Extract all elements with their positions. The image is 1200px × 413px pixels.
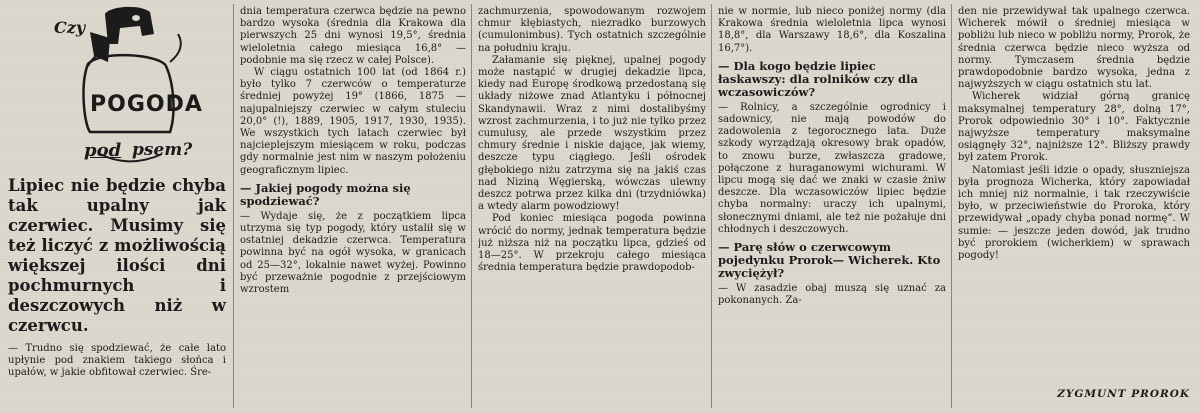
lead-paragraph: Lipiec nie będzie chyba tak upalny jak czerwiec. Musimy się też liczyć z możliwością większej ilości dni pochmurnych i deszczowych niż w czerwcu. (8, 176, 226, 335)
column-divider (233, 4, 234, 408)
author-signature: ZYGMUNT PROROK (1057, 388, 1190, 400)
paragraph: Wicherek widział górną granicę maksymalnej temperatury 28°, dolną 17°, Prorok odpowiednio 30° i 10°. Faktycznie najwyższe temperatury maksymalne osiągnęły 32°, najniższe 12°. Bliższy prawdy był zatem Prorok. (958, 91, 1190, 164)
column-3 (478, 6, 706, 408)
column-divider (711, 4, 712, 408)
paragraph: — Wydaje się, że z początkiem lipca utrzyma się typ pogody, który ustalił się w ostatniej dekadzie czerwca. Temperatura powinna być na ogół wysoka, w granicach od 25—32°, lokalnie nawet wyżej. Powinno być przeważnie pogodnie z przejściowym wzrostem (240, 210, 466, 296)
intro-paragraph: — Trudno się spodziewać, że całe lato upłynie pod znakiem takiego słońca i upałów, w jakie obfitował czerwiec. Śre- (8, 343, 226, 379)
paragraph: zachmurzenia, spowodowanym rozwojem chmur kłębiastych, niezradko burzowych (cumulonimbus). Tych ostatnich szczególnie na południu kraju. (478, 6, 706, 54)
logo-text-pod: pod (84, 140, 122, 161)
paragraph: — W zasadzie obaj muszą się uznać za pokonanych. Za- (718, 283, 946, 307)
paragraph: den nie przewidywał tak upalnego czerwca. Wicherek mówił o średniej miesiąca w pobliżu lub nieco w pobliżu normy, Prorok, że średnia czerwca będzie nieco wyższa od normy. Tymczasem średnia będzie prawdopodobnie bardzo wysoka, jedna z najwyższych w ciągu ostatnich stu lat. (958, 6, 1190, 91)
column-4 (718, 6, 946, 408)
paragraph: dnia temperatura czerwca będzie na pewno bardzo wysoka (średnia dla Krakowa dla pierwszych 25 dni wynosi 19,5°, średnia wieloletnia całego miesiąca 16,8° — podobnie ma się rzecz w całej Polsce). (240, 6, 466, 66)
logo-text-czy: Czy (54, 18, 86, 37)
dog-weather-logo (50, 4, 203, 174)
paragraph: W ciągu ostatnich 100 lat (od 1864 r.) było tylko 7 czerwców o temperaturze średniej powyżej 19° (1866, 1875 — najupalniejszy czerwiec w całym stuleciu 20,0° (!), 1889, 1905, 1917, 1930, 1935). We wszystkich tych latach czerwiec był najcieplejszym miesiącem w roku, podczas gdy normalnie jest nim w naszym położeniu geograficznym lipiec. (240, 67, 466, 176)
column-5 (958, 6, 1190, 408)
paragraph: — Rolnicy, a szczególnie ogrodnicy i sadownicy, nie mają powodów do zadowolenia z tegorocznego lata. Duże szkody wyrządzają okresowy brak opadów, to znowu burze, zwłaszcza gradowe, połączone z huraganowymi wichurami. W lipcu mogą się dać we znaki w czasie żniw deszcze. Dla wczasowiczów lipiec będzie chyba normalny: uraczy ich upalnymi, słonecznymi dniami, ale też nie pożałuje dni chłodnych i deszczowych. (718, 101, 946, 235)
subheading: — Parę słów o czerwcowym pojedynku Prorok— Wicherek. Kto zwyciężył? (718, 240, 941, 281)
paragraph: nie w normie, lub nieco poniżej normy (dla Krakowa średnia wieloletnia lipca wynosi 18,8°, dla Warszawy 18,6°, dla Koszalina 16,7°). (718, 6, 946, 54)
logo-text-pogoda: POGODA (90, 92, 203, 117)
paragraph: Pod koniec miesiąca pogoda powinna wrócić do normy, jednak temperatura będzie już niższa niż na początku lipca, gdzieś od 18—25°. W przekroju całego miesiąca średnia temperatura będzie prawdopodob- (478, 213, 706, 274)
paragraph: Natomiast jeśli idzie o opady, słuszniejsza była prognoza Wicherka, który zapowiadał ich mniej niż normalnie, i tak rzeczywiście było, w przeciwieństwie do Proroka, który przewidywał „opady chyba ponad normę”. W sumie: — jeszcze jeden dowód, jak trudno być prorokiem (wicherkiem) w sprawach pogody! (958, 164, 1190, 262)
subheading: — Dla kogo będzie lipiec łaskawszy: dla rolników czy dla wczasowiczów? (718, 58, 918, 99)
subheading: — Jakiej pogody można się spodziewać? (240, 180, 411, 208)
column-divider (471, 4, 472, 408)
logo-text-psem: psem? (132, 140, 193, 160)
column-2 (240, 6, 466, 408)
column-divider (951, 4, 952, 408)
paragraph: Załamanie się pięknej, upalnej pogody może nastąpić w drugiej dekadzie lipca, kiedy nad Europę środkową przedostaną się układy niżowe znad Atlantyku i północnej Skandynawii. Wraz z nimi dostalibyśmy wzrost zachmurzenia, i to już nie tylko przez cumulusy, ale przede wszystkim przez chmury średnie i niskie dające, jak wiemy, deszcze typu ciągłego. Jeśli ośrodek głębokiego niżu zatrzyma się na jakiś czas nad Niziną Węgierską, wówczas ulewny deszcz potrwa przez kilka dni (trzydniówka) a wtedy alarm powodziowy! (478, 54, 706, 213)
